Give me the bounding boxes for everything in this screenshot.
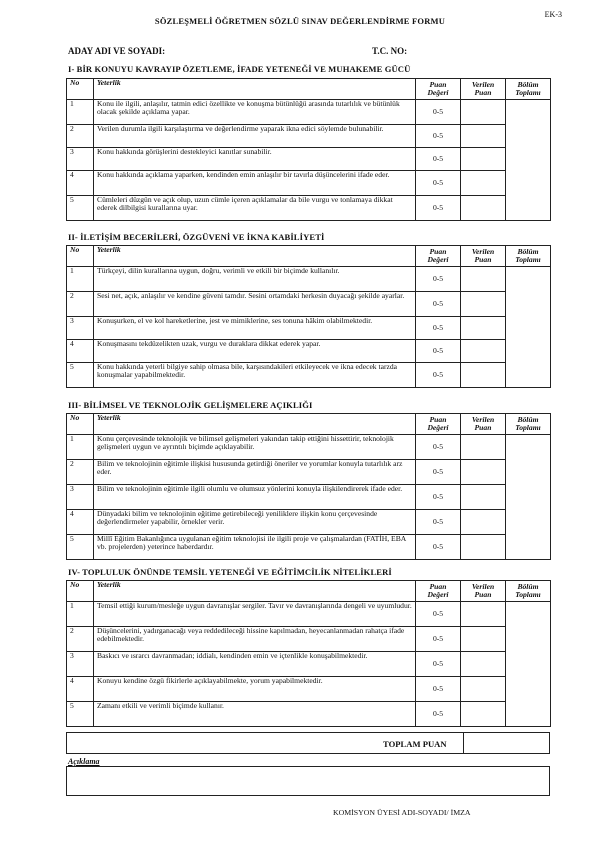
table-row <box>67 702 551 727</box>
table-row <box>67 363 551 388</box>
row-puan-degeri: 0-5 <box>416 340 461 363</box>
table-row <box>67 510 551 535</box>
row-yeterlik-text: Millî Eğitim Bakanlığınca uygulanan eğitim teknolojisi ile ilgili proje ve çalışmalardan (FATİH, EBA vb. projelerden) yeterince haberdardır. <box>94 535 416 560</box>
col-puan-header: Puan Değeri <box>416 246 461 267</box>
row-yeterlik-text: Konu çerçevesinde teknolojik ve bilimsel gelişmeleri yakından takip ettiğini hissettirir, teknolojik gelişmeleri uygun ve ayrıntılı biçimde açıklayabilir. <box>94 435 416 460</box>
row-number: 3 <box>67 485 94 510</box>
row-verilen-puan-field[interactable] <box>461 435 506 460</box>
row-number: 2 <box>67 125 94 148</box>
row-yeterlik-text: Temsil ettiği kurum/mesleğe uygun davranışlar sergiler. Tavır ve davranışlarında dengeli ve uyumludur. <box>94 602 416 627</box>
row-number: 5 <box>67 196 94 221</box>
table-header-row <box>67 246 551 267</box>
row-yeterlik-text: Dünyadaki bilim ve teknolojinin eğitime getirebileceği yeniliklere ilişkin konu çerçevesinde değerlendirmeler yapabilir, örnekler verir. <box>94 510 416 535</box>
col-bolum-header: Bölüm Toplamı <box>506 246 551 267</box>
row-verilen-puan-field[interactable] <box>461 602 506 627</box>
row-puan-degeri: 0-5 <box>416 652 461 677</box>
row-verilen-puan-field[interactable] <box>461 340 506 363</box>
row-yeterlik-text: Verilen durumla ilgili karşılaştırma ve değerlendirme yaparak ikna edici söylemde bulunabilir. <box>94 125 416 148</box>
section-title: III- BİLİMSEL VE TEKNOLOJİK GELİŞMELERE AÇIKLIĞI <box>68 400 313 410</box>
row-number: 1 <box>67 602 94 627</box>
competency-table <box>66 78 551 221</box>
row-puan-degeri: 0-5 <box>416 292 461 317</box>
table-header-row <box>67 79 551 100</box>
row-number: 1 <box>67 267 94 292</box>
row-verilen-puan-field[interactable] <box>461 627 506 652</box>
table-row <box>67 196 551 221</box>
competency-table <box>66 413 551 560</box>
signature-label: KOMİSYON ÜYESİ ADI-SOYADI/ İMZA <box>333 808 471 817</box>
row-yeterlik-text: Konu hakkında açıklama yaparken, kendinden emin anlaşılır bir tavırla düşüncelerini ifade eder. <box>94 171 416 196</box>
table-row <box>67 435 551 460</box>
table-row <box>67 148 551 171</box>
section-total-field[interactable] <box>506 602 551 727</box>
total-score-row <box>66 732 550 754</box>
total-score-label: TOPLAM PUAN <box>383 739 447 749</box>
row-yeterlik-text: Türkçeyi, dilin kurallarına uygun, doğru, verimli ve etkili bir biçimde kullanılır. <box>94 267 416 292</box>
row-verilen-puan-field[interactable] <box>461 460 506 485</box>
table-header-row <box>67 581 551 602</box>
row-number: 3 <box>67 148 94 171</box>
row-puan-degeri: 0-5 <box>416 171 461 196</box>
row-verilen-puan-field[interactable] <box>461 148 506 171</box>
col-puan-header: Puan Değeri <box>416 581 461 602</box>
row-number: 4 <box>67 340 94 363</box>
table-row <box>67 292 551 317</box>
row-yeterlik-text: Bilim ve teknolojinin eğitimle ilgili olumlu ve olumsuz yönlerini konuyla ilişkilendirerek ifade eder. <box>94 485 416 510</box>
row-verilen-puan-field[interactable] <box>461 363 506 388</box>
row-verilen-puan-field[interactable] <box>461 267 506 292</box>
col-verilen-header: Verilen Puan <box>461 246 506 267</box>
row-puan-degeri: 0-5 <box>416 535 461 560</box>
row-puan-degeri: 0-5 <box>416 196 461 221</box>
row-puan-degeri: 0-5 <box>416 602 461 627</box>
form-code: EK-3 <box>544 10 562 19</box>
section-total-field[interactable] <box>506 435 551 560</box>
row-verilen-puan-field[interactable] <box>461 125 506 148</box>
col-yeterlik-header: Yeterlik <box>94 246 416 267</box>
col-bolum-header: Bölüm Toplamı <box>506 79 551 100</box>
row-number: 2 <box>67 460 94 485</box>
table-row <box>67 627 551 652</box>
table-row <box>67 677 551 702</box>
row-puan-degeri: 0-5 <box>416 677 461 702</box>
col-bolum-header: Bölüm Toplamı <box>506 581 551 602</box>
row-yeterlik-text: Cümleleri düzgün ve açık olup, uzun cümle içeren açıklamalar da bile vurgu ve tonlamaya dikkat ederek dilbilgisi kurallarına uyar. <box>94 196 416 221</box>
row-number: 2 <box>67 292 94 317</box>
row-puan-degeri: 0-5 <box>416 510 461 535</box>
col-puan-header: Puan Değeri <box>416 414 461 435</box>
section-total-field[interactable] <box>506 267 551 388</box>
row-puan-degeri: 0-5 <box>416 125 461 148</box>
aciklama-field[interactable] <box>66 766 550 796</box>
table-row <box>67 100 551 125</box>
row-verilen-puan-field[interactable] <box>461 535 506 560</box>
row-verilen-puan-field[interactable] <box>461 652 506 677</box>
candidate-name-label: ADAY ADI VE SOYADI: <box>68 46 166 56</box>
row-yeterlik-text: Konuşmasını tekdüzelikten uzak, vurgu ve duraklara dikkat ederek yapar. <box>94 340 416 363</box>
row-number: 4 <box>67 677 94 702</box>
row-number: 4 <box>67 510 94 535</box>
table-row <box>67 652 551 677</box>
col-puan-header: Puan Değeri <box>416 79 461 100</box>
row-number: 3 <box>67 652 94 677</box>
table-row <box>67 340 551 363</box>
row-verilen-puan-field[interactable] <box>461 510 506 535</box>
row-verilen-puan-field[interactable] <box>461 100 506 125</box>
row-yeterlik-text: Konuşurken, el ve kol hareketlerine, jest ve mimiklerine, ses tonuna hâkim olabilmektedir. <box>94 317 416 340</box>
row-puan-degeri: 0-5 <box>416 627 461 652</box>
row-puan-degeri: 0-5 <box>416 148 461 171</box>
row-yeterlik-text: Konu hakkında yeterli bilgiye sahip olmasa bile, karşısındakileri etkileyecek ve ikna edecek tarzda konuşmalar yapabilmektedir. <box>94 363 416 388</box>
row-number: 5 <box>67 535 94 560</box>
row-puan-degeri: 0-5 <box>416 702 461 727</box>
row-number: 5 <box>67 702 94 727</box>
col-no-header: No <box>67 581 94 602</box>
section-title: IV- TOPLULUK ÖNÜNDE TEMSİL YETENEĞİ VE EĞİTİMCİLİK NİTELİKLERİ <box>68 567 392 577</box>
col-verilen-header: Verilen Puan <box>461 414 506 435</box>
row-yeterlik-text: Düşüncelerini, yadırganacağı veya reddedileceği hissine kapılmadan, heyecanlanmadan rahatça ifade edebilmektedir. <box>94 627 416 652</box>
section-title: I- BİR KONUYU KAVRAYIP ÖZETLEME, İFADE YETENEĞİ VE MUHAKEME GÜCÜ <box>68 64 411 74</box>
col-yeterlik-header: Yeterlik <box>94 414 416 435</box>
row-number: 1 <box>67 435 94 460</box>
row-puan-degeri: 0-5 <box>416 317 461 340</box>
row-verilen-puan-field[interactable] <box>461 317 506 340</box>
table-row <box>67 171 551 196</box>
section-title: II- İLETİŞİM BECERİLERİ, ÖZGÜVENİ VE İKNA KABİLİYETİ <box>68 232 325 242</box>
row-puan-degeri: 0-5 <box>416 363 461 388</box>
col-no-header: No <box>67 414 94 435</box>
row-verilen-puan-field[interactable] <box>461 702 506 727</box>
table-header-row <box>67 414 551 435</box>
form-title: SÖZLEŞMELİ ÖĞRETMEN SÖZLÜ SINAV DEĞERLENDİRME FORMU <box>154 16 446 26</box>
col-no-header: No <box>67 79 94 100</box>
tc-no-label: T.C. NO: <box>372 46 408 56</box>
row-verilen-puan-field[interactable] <box>461 171 506 196</box>
row-number: 3 <box>67 317 94 340</box>
row-number: 2 <box>67 627 94 652</box>
col-bolum-header: Bölüm Toplamı <box>506 414 551 435</box>
table-row <box>67 125 551 148</box>
table-row <box>67 602 551 627</box>
col-no-header: No <box>67 246 94 267</box>
table-row <box>67 535 551 560</box>
col-yeterlik-header: Yeterlik <box>94 79 416 100</box>
row-yeterlik-text: Sesi net, açık, anlaşılır ve kendine güveni tamdır. Sesini ortamdaki herkesin duyacağı şekilde ayarlar. <box>94 292 416 317</box>
row-verilen-puan-field[interactable] <box>461 485 506 510</box>
row-verilen-puan-field[interactable] <box>461 292 506 317</box>
row-puan-degeri: 0-5 <box>416 435 461 460</box>
table-row <box>67 267 551 292</box>
table-row <box>67 485 551 510</box>
col-verilen-header: Verilen Puan <box>461 581 506 602</box>
row-puan-degeri: 0-5 <box>416 100 461 125</box>
section-total-field[interactable] <box>506 100 551 221</box>
row-verilen-puan-field[interactable] <box>461 677 506 702</box>
row-yeterlik-text: Zamanı etkili ve verimli biçimde kullanır. <box>94 702 416 727</box>
aciklama-label: Açıklama <box>68 757 100 766</box>
row-puan-degeri: 0-5 <box>416 485 461 510</box>
row-verilen-puan-field[interactable] <box>461 196 506 221</box>
row-number: 1 <box>67 100 94 125</box>
row-number: 5 <box>67 363 94 388</box>
table-row <box>67 317 551 340</box>
row-yeterlik-text: Bilim ve teknolojinin eğitimle ilişkisi hususunda getirdiği öneriler ve yorumlar konuyla tutarlılık arz eder. <box>94 460 416 485</box>
row-yeterlik-text: Konuyu kendine özgü fikirlerle açıklayabilmekte, yorum yapabilmektedir. <box>94 677 416 702</box>
col-verilen-header: Verilen Puan <box>461 79 506 100</box>
col-yeterlik-header: Yeterlik <box>94 581 416 602</box>
row-number: 4 <box>67 171 94 196</box>
table-row <box>67 460 551 485</box>
row-yeterlik-text: Baskıcı ve ısrarcı davranmadan; iddialı, kendinden emin ve içtenlikle konuşabilmektedir. <box>94 652 416 677</box>
competency-table <box>66 245 551 388</box>
row-puan-degeri: 0-5 <box>416 460 461 485</box>
row-yeterlik-text: Konu hakkında görüşlerini destekleyici kanıtlar sunabilir. <box>94 148 416 171</box>
row-yeterlik-text: Konu ile ilgili, anlaşılır, tatmin edici özellikte ve konuşma bütünlüğü arasında tutarlılık ve bütünlük olacak şekilde açıklama yapar. <box>94 100 416 125</box>
competency-table <box>66 580 551 727</box>
row-puan-degeri: 0-5 <box>416 267 461 292</box>
